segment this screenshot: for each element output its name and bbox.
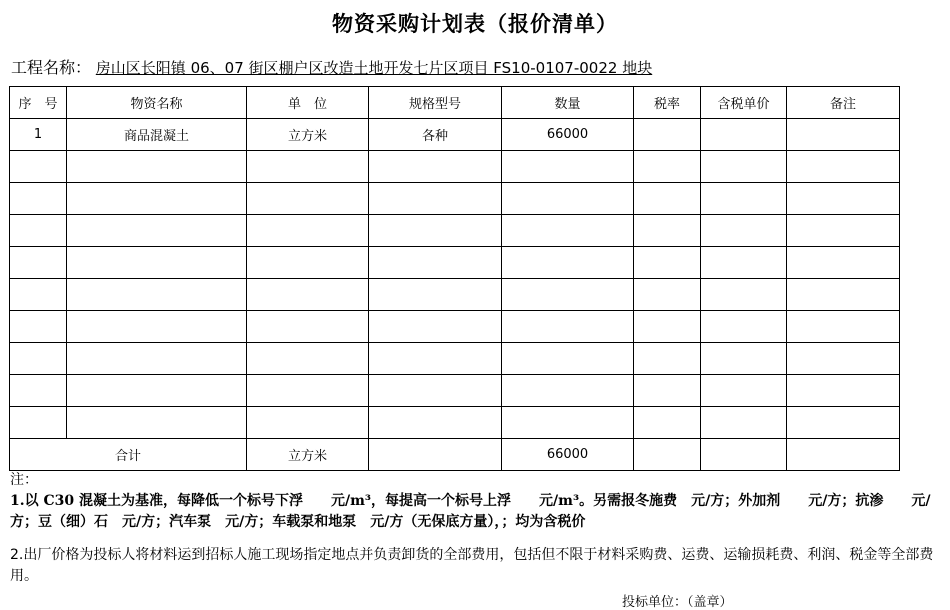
table-cell (701, 151, 787, 183)
table-cell: 商品混凝土 (67, 119, 247, 151)
table-row (10, 183, 900, 215)
total-remark (787, 439, 900, 471)
table-cell (787, 215, 900, 247)
table-cell (634, 247, 701, 279)
table-cell: 立方米 (247, 119, 369, 151)
table-cell (701, 119, 787, 151)
table-row (10, 151, 900, 183)
table-cell (247, 151, 369, 183)
table-cell (787, 247, 900, 279)
table-cell (701, 183, 787, 215)
header-cell: 序 号 (10, 87, 67, 119)
table-cell (634, 407, 701, 439)
note-2: 2.出厂价格为投标人将材料运到招标人施工现场指定地点并负责卸货的全部费用，包括但不限于材料采购费、运费、运输损耗费、利润、税金等全部费用。 (10, 547, 934, 584)
table-cell (634, 183, 701, 215)
table-row (10, 311, 900, 343)
table-cell (502, 183, 634, 215)
table-cell (369, 215, 502, 247)
table-cell (634, 279, 701, 311)
header-cell: 单 位 (247, 87, 369, 119)
header-cell: 备注 (787, 87, 900, 119)
table-cell (369, 343, 502, 375)
table-cell: 各种 (369, 119, 502, 151)
table-cell (502, 343, 634, 375)
table-cell (67, 183, 247, 215)
table-cell (701, 247, 787, 279)
table-cell (701, 343, 787, 375)
table-cell (10, 311, 67, 343)
table-cell (10, 215, 67, 247)
table-cell (787, 375, 900, 407)
table-cell (67, 151, 247, 183)
table-cell (10, 183, 67, 215)
table-cell (369, 151, 502, 183)
notes-section (10, 470, 945, 587)
table-cell (369, 183, 502, 215)
table-cell (787, 407, 900, 439)
table-cell (67, 375, 247, 407)
table-row (10, 119, 900, 151)
table-cell (10, 407, 67, 439)
table-cell (502, 215, 634, 247)
table-cell (787, 311, 900, 343)
total-row (10, 439, 900, 471)
page-title: 物资采购计划表（报价清单） (332, 11, 618, 36)
table-cell: 66000 (502, 119, 634, 151)
table-cell: 1 (10, 119, 67, 151)
table-cell (634, 311, 701, 343)
header-cell: 规格型号 (369, 87, 502, 119)
table-cell (369, 279, 502, 311)
table-cell (67, 311, 247, 343)
table-cell (701, 311, 787, 343)
table-cell (10, 279, 67, 311)
total-spec (369, 439, 502, 471)
header-cell: 含税单价 (701, 87, 787, 119)
table-cell (787, 343, 900, 375)
procurement-table (9, 86, 900, 471)
table-cell (701, 375, 787, 407)
table-cell (634, 215, 701, 247)
table-cell (247, 215, 369, 247)
table-cell (247, 407, 369, 439)
table-cell (634, 119, 701, 151)
table-cell (502, 375, 634, 407)
header-cell: 税率 (634, 87, 701, 119)
table-row (10, 247, 900, 279)
table-cell (369, 247, 502, 279)
table-cell (67, 279, 247, 311)
table-cell (787, 119, 900, 151)
table-cell (67, 407, 247, 439)
table-row (10, 407, 900, 439)
table-cell (787, 279, 900, 311)
table-row (10, 215, 900, 247)
table-cell (634, 151, 701, 183)
table-header (10, 87, 900, 119)
table-cell (247, 247, 369, 279)
header-cell: 物资名称 (67, 87, 247, 119)
note-1: 1.以 C30 混凝土为基准，每降低一个标号下浮 元/m³，每提高一个标号上浮 元/m³。另需报冬施费 元/方；外加剂 元/方；抗渗 元/方；豆（细）石 元/方；汽车泵 元/方；车载泵和地泵 元/方（无保底方量），；均为含税价 (10, 493, 931, 530)
table-cell (502, 151, 634, 183)
table-cell (369, 375, 502, 407)
table-cell (247, 311, 369, 343)
table-cell (502, 311, 634, 343)
total-label: 合计 (10, 439, 247, 471)
table-row (10, 343, 900, 375)
table-cell (369, 311, 502, 343)
total-unit: 立方米 (247, 439, 369, 471)
project-line (11, 55, 652, 78)
table-cell (634, 375, 701, 407)
table-cell (502, 407, 634, 439)
table-cell (701, 215, 787, 247)
table-cell (67, 343, 247, 375)
table-cell (502, 279, 634, 311)
total-quantity: 66000 (502, 439, 634, 471)
notes-heading: 注： (10, 472, 38, 488)
table-cell (701, 407, 787, 439)
table-cell (10, 151, 67, 183)
table-cell (247, 375, 369, 407)
table-row (10, 375, 900, 407)
table-cell (10, 343, 67, 375)
header-cell: 数量 (502, 87, 634, 119)
table-cell (247, 183, 369, 215)
total-unit-price (701, 439, 787, 471)
table-cell (369, 407, 502, 439)
table-cell (67, 247, 247, 279)
table-cell (10, 247, 67, 279)
total-tax-rate (634, 439, 701, 471)
project-name: 房山区长阳镇 06、07 街区棚户区改造土地开发七片区项目 FS10-0107-0022 地块 (95, 59, 653, 77)
bidder-signature-line: 投标单位：（盖章） (622, 595, 733, 610)
project-label: 工程名称： (11, 58, 92, 77)
table-cell (247, 343, 369, 375)
table-cell (67, 215, 247, 247)
table-row (10, 279, 900, 311)
table-cell (701, 279, 787, 311)
table-cell (634, 343, 701, 375)
table-cell (787, 151, 900, 183)
table-cell (502, 247, 634, 279)
table-cell (247, 279, 369, 311)
table-cell (787, 183, 900, 215)
table-cell (10, 375, 67, 407)
